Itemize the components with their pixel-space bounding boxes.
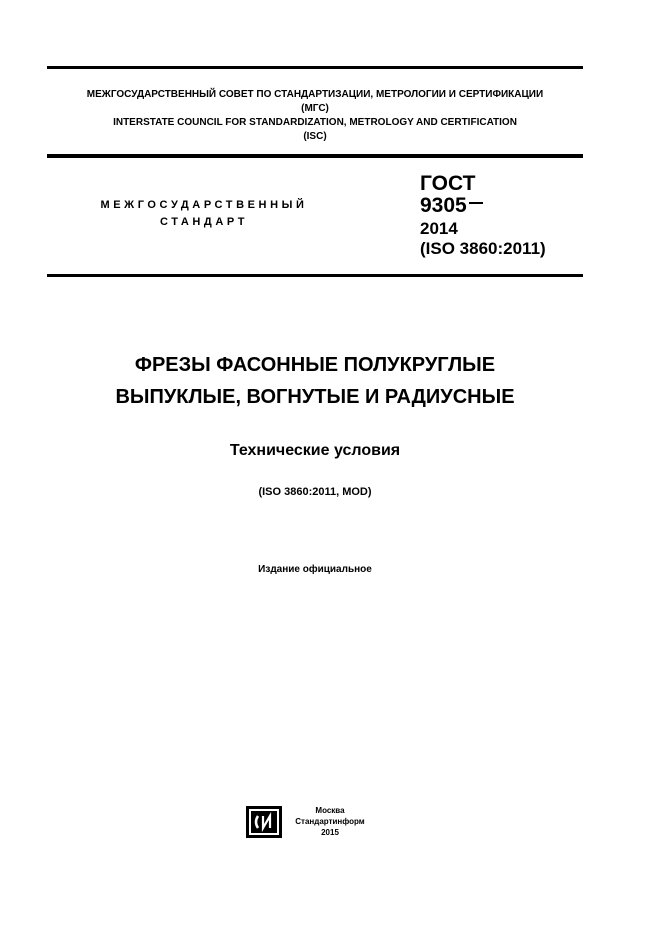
designation-dash <box>469 202 483 204</box>
publisher-name: Стандартинформ <box>295 817 365 826</box>
standard-type-line1: МЕЖГОСУДАРСТВЕННЫЙ <box>100 199 308 211</box>
council-abbr-en: (ISC) <box>303 131 327 142</box>
edition-note: Издание официальное <box>258 564 372 575</box>
title-line2: ВЫПУКЛЫЕ, ВОГНУТЫЕ И РАДИУСНЫЕ <box>115 386 515 408</box>
designation-iso-reference: (ISO 3860:2011) <box>420 239 546 258</box>
publisher-imprint <box>290 805 370 838</box>
document-subtitle: Технические условия <box>229 442 401 459</box>
designation-number-line <box>420 195 546 217</box>
top-divider <box>47 66 583 69</box>
designation-year: 2014 <box>420 219 458 238</box>
designation-prefix: ГОСТ <box>420 172 476 195</box>
council-header <box>47 88 583 144</box>
standard-type <box>82 197 326 231</box>
bottom-divider <box>47 274 583 277</box>
publisher-logo-icon <box>246 806 282 838</box>
standard-designation <box>420 172 546 259</box>
document-title <box>47 349 583 413</box>
iso-modification: (ISO 3860:2011, MOD) <box>258 486 372 498</box>
council-name-ru: МЕЖГОСУДАРСТВЕННЫЙ СОВЕТ ПО СТАНДАРТИЗАЦИИ, МЕТРОЛОГИИ И СЕРТИФИКАЦИИ <box>86 89 544 100</box>
publisher-city: Москва <box>315 806 345 815</box>
designation-number: 9305 <box>420 194 467 217</box>
title-line1: ФРЕЗЫ ФАСОННЫЕ ПОЛУКРУГЛЫЕ <box>134 354 496 376</box>
publisher-year: 2015 <box>321 828 339 837</box>
council-abbr-ru: (МГС) <box>301 103 329 114</box>
council-name-en: INTERSTATE COUNCIL FOR STANDARDIZATION, METROLOGY AND CERTIFICATION <box>113 117 517 128</box>
standard-type-line2: СТАНДАРТ <box>159 216 249 228</box>
middle-divider <box>47 154 583 158</box>
